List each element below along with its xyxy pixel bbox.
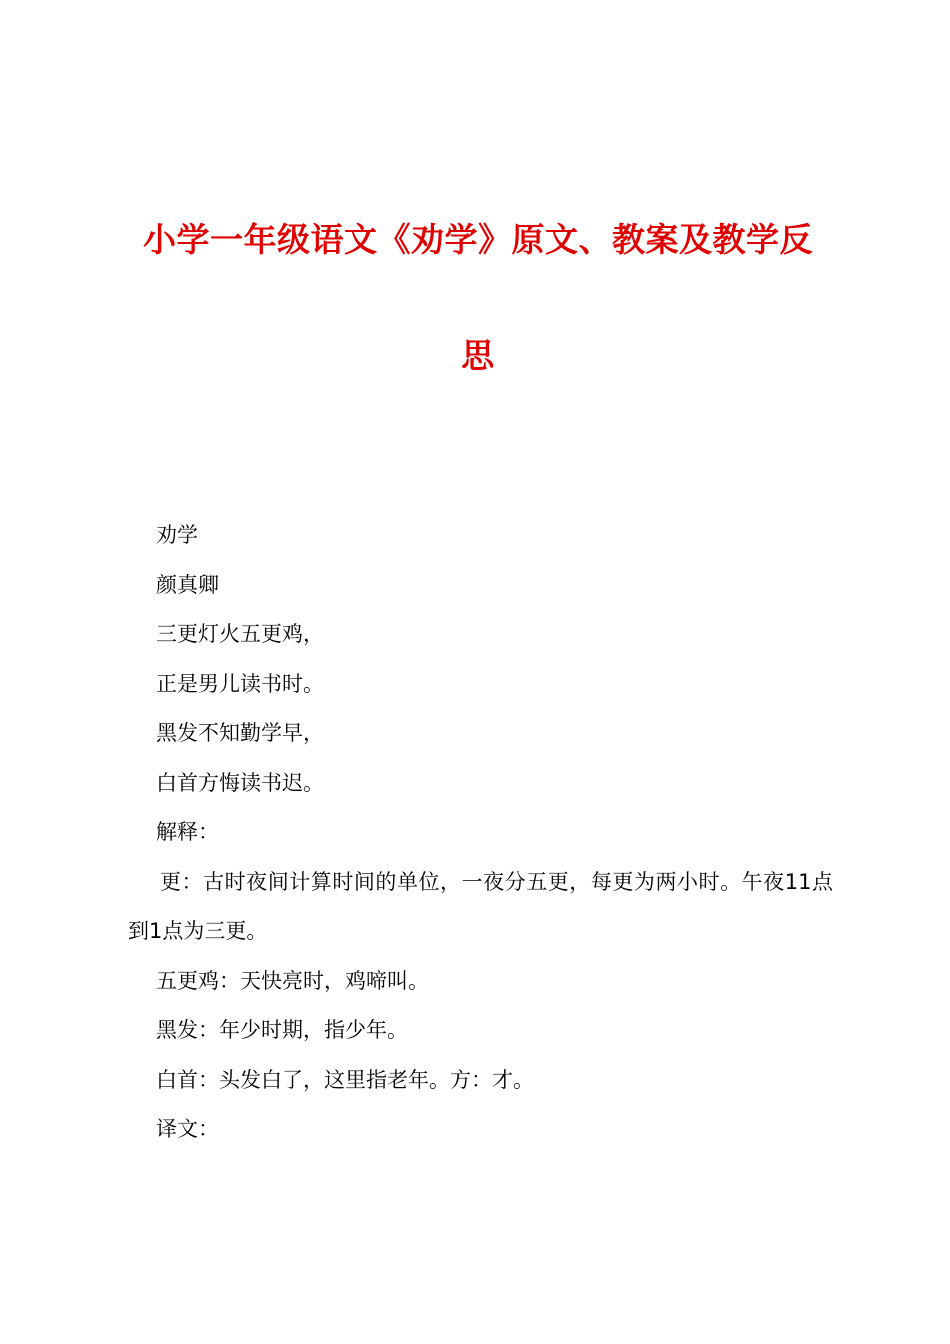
poem-line-3: 黑发不知勤学早， xyxy=(156,721,324,745)
document-body xyxy=(128,511,833,1155)
poem-title: 劝学 xyxy=(156,523,198,547)
translation-heading: 译文： xyxy=(156,1117,219,1141)
explanation-wugengji: 五更鸡：天快亮时，鸡啼叫。 xyxy=(156,968,429,993)
document-title-line-2: 思 xyxy=(461,336,495,375)
explanation-baishou: 白首：头发白了，这里指老年。方：才。 xyxy=(156,1067,534,1092)
document-title-line-1: 小学一年级语文《劝学》原文、教案及教学反 xyxy=(143,220,813,259)
explanation-heifa: 黑发：年少时期，指少年。 xyxy=(156,1018,408,1042)
poem-author: 颜真卿 xyxy=(156,572,219,597)
poem-line-4: 白首方悔读书迟。 xyxy=(156,770,324,795)
poem-line-1: 三更灯火五更鸡， xyxy=(156,622,324,646)
poem-line-2: 正是男儿读书时。 xyxy=(156,671,324,696)
explanation-geng: 更：古时夜间计算时间的单位，一夜分五更，每更为两小时。午夜11点到1点为三更。 xyxy=(128,869,833,943)
explanation-heading: 解释： xyxy=(156,820,219,844)
